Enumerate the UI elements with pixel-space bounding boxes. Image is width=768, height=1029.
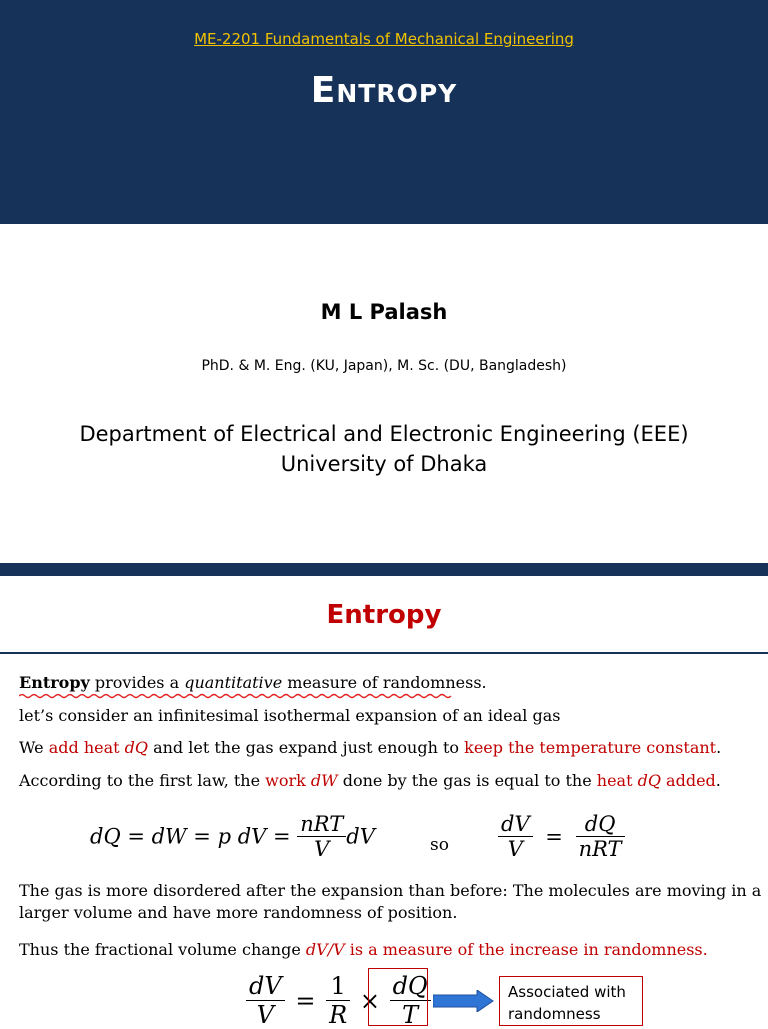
denominator: nRT xyxy=(578,837,622,861)
text-run: According to the first law, the xyxy=(19,771,266,790)
fraction xyxy=(326,972,350,1029)
denominator: T xyxy=(402,1001,419,1029)
text-run: We xyxy=(19,738,49,757)
department-name: Department of Electrical and Electronic Engineering (EEE) xyxy=(79,422,689,446)
slide-divider xyxy=(0,563,768,576)
text-run: provides a xyxy=(89,673,185,692)
highlight-run: added xyxy=(660,771,716,790)
term-entropy: Entropy xyxy=(19,673,90,692)
callout-line: Associated with xyxy=(508,983,626,1001)
content-slide xyxy=(0,576,768,1029)
numerator: nRT xyxy=(297,812,346,837)
intro-line: let’s consider an infinitesimal isothermal expansion of an ideal gas xyxy=(19,706,561,725)
slide-title: Entropy xyxy=(310,70,458,111)
fraction xyxy=(576,812,625,861)
eq-lhs: dQ = dW = p dV = xyxy=(90,824,291,849)
highlight-var: dQ xyxy=(637,771,661,790)
fraction xyxy=(297,812,346,861)
text-run: . xyxy=(715,771,721,790)
equals-sign: = xyxy=(295,986,316,1015)
callout-line: randomness xyxy=(508,1005,601,1023)
text-run: and let the gas expand just enough to xyxy=(148,738,465,757)
author-qualifications: PhD. & M. Eng. (KU, Japan), M. Sc. (DU, Bangladesh) xyxy=(201,358,567,374)
highlight-var: dV/V xyxy=(305,940,345,959)
highlight-var: dW xyxy=(310,771,338,790)
course-link[interactable]: ME-2201 Fundamentals of Mechanical Engineering xyxy=(194,30,574,48)
squiggle-underline xyxy=(19,693,455,699)
highlight-run: keep the temperature constant xyxy=(464,738,717,757)
text-run: Thus the fractional volume change xyxy=(19,940,306,959)
associated-callout xyxy=(499,976,643,1026)
denominator: V xyxy=(256,1001,275,1029)
highlight-run: heat xyxy=(596,771,638,790)
right-arrow-icon xyxy=(433,990,495,1012)
eq-tail: dV xyxy=(346,824,375,849)
fraction-line xyxy=(19,940,708,959)
text-run: measure of randomness. xyxy=(282,673,487,692)
highlight-run: add heat xyxy=(48,738,125,757)
fraction xyxy=(498,812,533,861)
so-word: so xyxy=(430,835,449,855)
highlight-run: work xyxy=(265,771,311,790)
equals-sign: = xyxy=(545,824,563,849)
paragraph-line: The gas is more disordered after the expansion than before: The molecules are moving in a xyxy=(19,881,762,900)
denominator: V xyxy=(507,837,523,861)
emphasis-quantitative: quantitative xyxy=(184,673,283,692)
first-law-line xyxy=(19,771,721,790)
university-name: University of Dhaka xyxy=(280,452,488,476)
equation-ratio xyxy=(498,812,625,861)
numerator: dV xyxy=(498,812,533,837)
numerator: 1 xyxy=(326,972,350,1001)
numerator: dV xyxy=(246,972,285,1001)
denominator: R xyxy=(329,1001,348,1029)
definition-line xyxy=(19,673,487,692)
title-header xyxy=(0,0,768,224)
paragraph-line: larger volume and have more randomness of position. xyxy=(19,903,458,922)
numerator: dQ xyxy=(390,972,431,1001)
content-slide-title: Entropy xyxy=(326,600,442,630)
fraction xyxy=(246,972,285,1029)
title-rule xyxy=(0,652,768,654)
equation-first-law xyxy=(90,812,375,861)
times-sign: × xyxy=(359,986,380,1015)
numerator: dQ xyxy=(576,812,625,837)
highlight-var: dQ xyxy=(124,738,148,757)
text-run: . xyxy=(716,738,722,757)
highlight-box xyxy=(368,968,428,1026)
denominator: V xyxy=(314,837,330,861)
author-name: M L Palash xyxy=(320,300,448,324)
text-run: done by the gas is equal to the xyxy=(337,771,597,790)
disorder-paragraph xyxy=(19,880,761,924)
heat-line xyxy=(19,738,721,757)
highlight-run: is a measure of the increase in randomness. xyxy=(344,940,708,959)
affiliation xyxy=(0,419,768,479)
